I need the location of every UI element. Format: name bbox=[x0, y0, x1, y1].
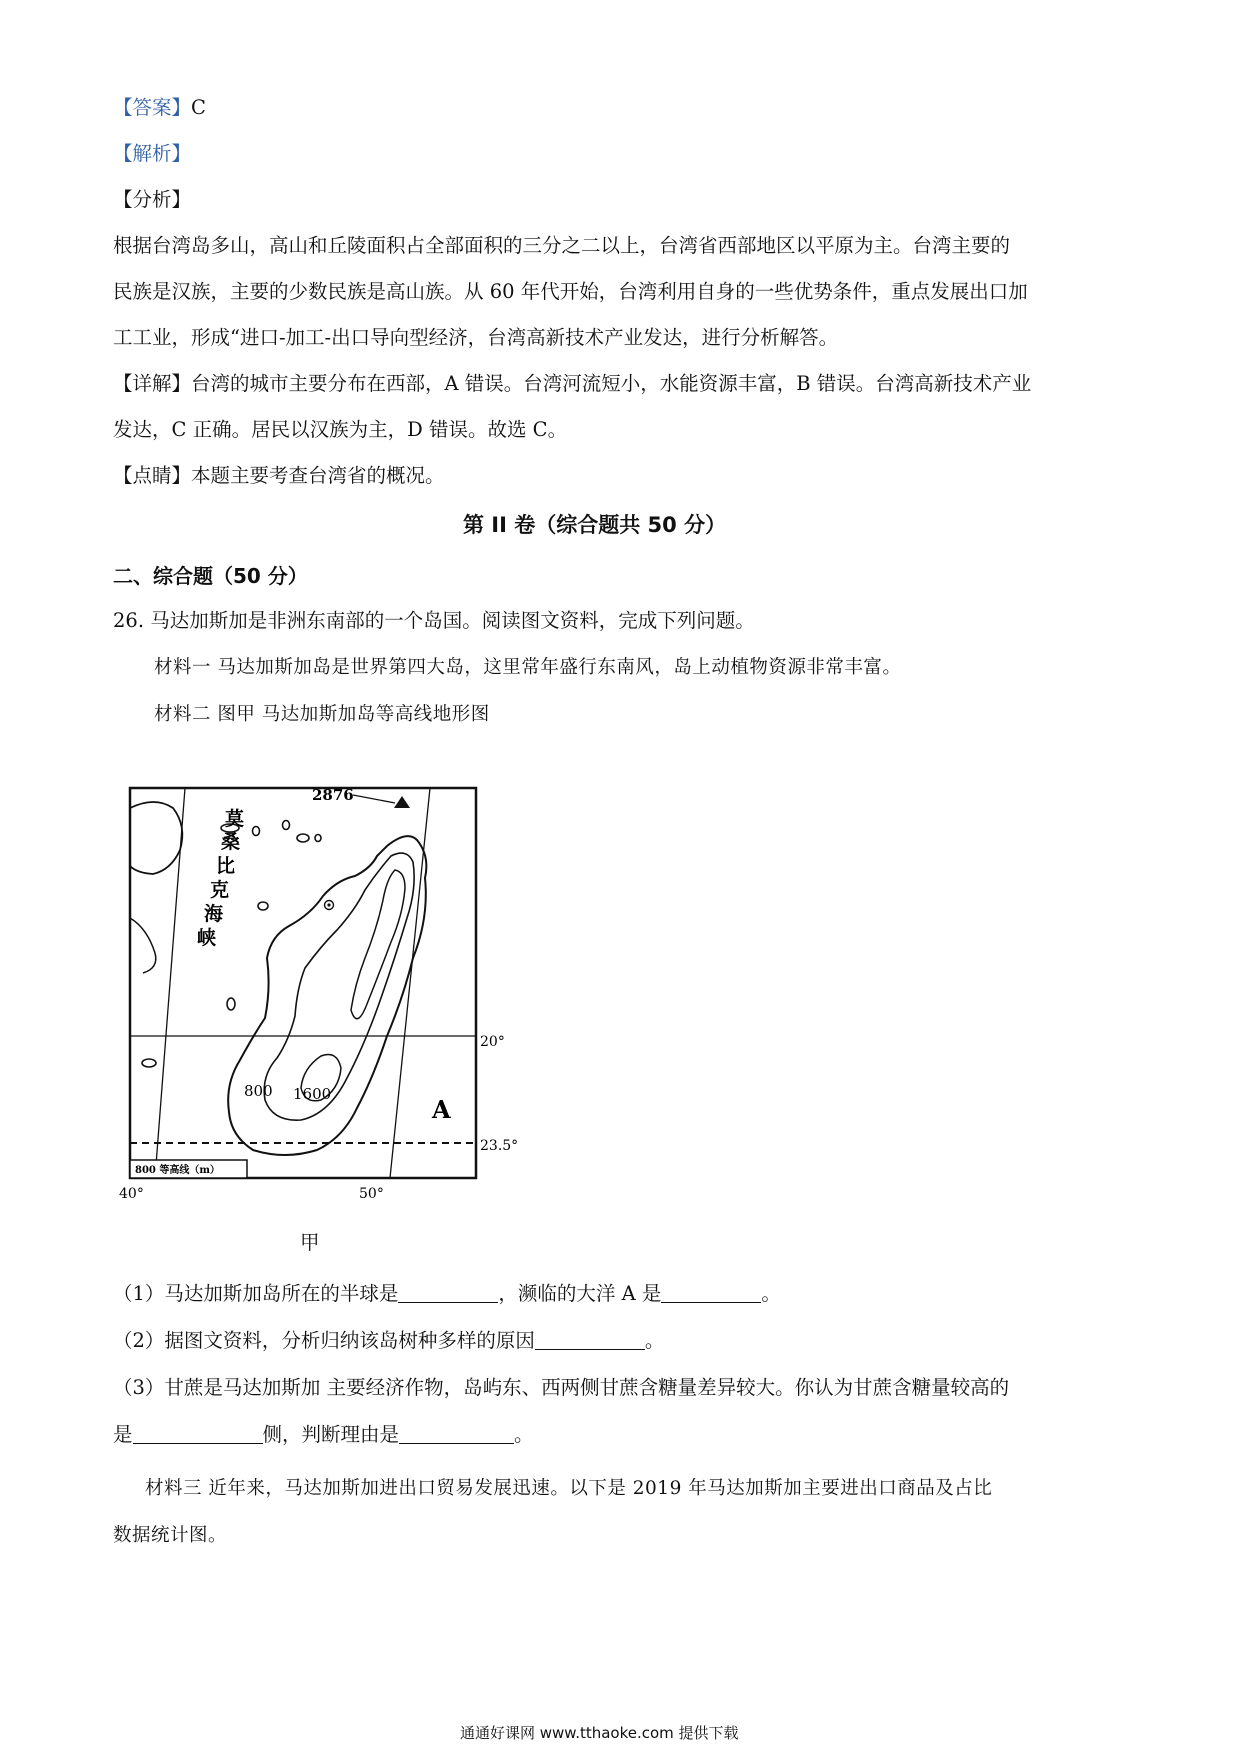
xiangjie-2: 发达，C 正确。居民以汉族为主，D 错误。故选 C。 bbox=[113, 418, 568, 441]
answer-value: C bbox=[191, 96, 206, 119]
lat-23-5-label: 23.5° bbox=[480, 1138, 519, 1154]
section-title: 二、综合题（50 分） bbox=[113, 564, 308, 588]
fenxi-text-2: 民族是汉族，主要的少数民族是高山族。从 60 年代开始，台湾利用自身的一些优势条件，重点发展出口加 bbox=[113, 280, 1028, 303]
legend-text: 800 等高线（m） bbox=[135, 1165, 220, 1176]
q1-part-b: ，濒临的大洋 A 是 bbox=[498, 1282, 662, 1305]
q3-part-a: 是 bbox=[113, 1423, 133, 1446]
q3-blank-1[interactable] bbox=[133, 1423, 263, 1444]
page-footer: 通通好课网 www.tthaoke.com 提供下载 bbox=[460, 1724, 739, 1742]
q2-blank[interactable] bbox=[535, 1329, 645, 1350]
channel-char-6: 峡 bbox=[197, 927, 217, 949]
part-title: 第 II 卷（综合题共 50 分） bbox=[463, 513, 727, 537]
channel-char-3: 比 bbox=[216, 855, 236, 877]
analysis-label: 【解析】 bbox=[113, 142, 192, 165]
madagascar-contour-map bbox=[119, 778, 525, 1218]
island-3 bbox=[283, 821, 290, 830]
lon-50-label: 50° bbox=[359, 1186, 384, 1202]
fenxi-label: 【分析】 bbox=[113, 188, 192, 211]
material-1: 材料一 马达加斯加岛是世界第四大岛，这里常年盛行东南风，岛上动植物资源非常丰富。 bbox=[154, 657, 902, 678]
material-3-line-2: 数据统计图。 bbox=[113, 1525, 228, 1546]
answer-line bbox=[113, 95, 206, 121]
q26-stem: 26. 马达加斯加是非洲东南部的一个岛国。阅读图文资料，完成下列问题。 bbox=[113, 609, 755, 632]
channel-char-4: 克 bbox=[210, 879, 230, 901]
question-3-line-2 bbox=[113, 1422, 534, 1448]
island-7 bbox=[227, 998, 235, 1010]
contour-label-1600: 1600 bbox=[293, 1085, 332, 1103]
material-3-line-1: 材料三 近年来，马达加斯加进出口贸易发展迅速。以下是 2019 年马达加斯加主要进出口商品及占比 bbox=[145, 1478, 993, 1499]
africa-coast-north bbox=[130, 802, 182, 874]
meridian-50 bbox=[390, 788, 430, 1178]
island-6 bbox=[258, 902, 268, 910]
q1-blank-2[interactable] bbox=[661, 1282, 761, 1303]
question-1 bbox=[113, 1281, 781, 1307]
peak-leader bbox=[353, 795, 395, 803]
island-5 bbox=[315, 835, 321, 842]
material-2: 材料二 图甲 马达加斯加岛等高线地形图 bbox=[154, 704, 490, 725]
channel-char-5: 海 bbox=[204, 903, 224, 925]
q1-blank-1[interactable] bbox=[398, 1282, 498, 1303]
q1-part-c: 。 bbox=[761, 1282, 781, 1305]
lon-40-label: 40° bbox=[119, 1186, 144, 1202]
contour-1600-north bbox=[351, 870, 405, 1019]
q2-part-a: （2）据图文资料，分析归纳该岛树种多样的原因 bbox=[113, 1329, 535, 1352]
island-4 bbox=[297, 834, 309, 842]
q3-part-c: 。 bbox=[514, 1423, 534, 1446]
channel-char-2: 桑 bbox=[221, 831, 241, 853]
africa-coast-mid bbox=[130, 918, 156, 973]
island-8 bbox=[142, 1059, 156, 1067]
fenxi-text-3: 工工业，形成“进口-加工-出口导向型经济，台湾高新技术产业发达，进行分析解答。 bbox=[113, 326, 839, 349]
question-3-line-1: （3）甘蔗是马达加斯加 主要经济作物，岛屿东、西两侧甘蔗含糖量差异较大。你认为甘蔗含糖量较高的 bbox=[113, 1376, 1010, 1399]
q3-part-b: 侧，判断理由是 bbox=[262, 1423, 400, 1446]
peak-marker bbox=[394, 796, 410, 808]
q1-part-a: （1）马达加斯加岛所在的半球是 bbox=[113, 1282, 399, 1305]
dianjing: 【点睛】本题主要考查台湾省的概况。 bbox=[113, 464, 445, 487]
contour-800 bbox=[264, 853, 414, 1120]
fenxi-text-1: 根据台湾岛多山，高山和丘陵面积占全部面积的三分之二以上，台湾省西部地区以平原为主。台湾主要的 bbox=[113, 234, 1011, 257]
xiangjie-1: 【详解】台湾的城市主要分布在西部，A 错误。台湾河流短小，水能资源丰富，B 错误。台湾高新技术产业 bbox=[113, 372, 1032, 395]
q3-blank-2[interactable] bbox=[399, 1423, 514, 1444]
meridian-40 bbox=[155, 788, 185, 1178]
answer-label: 【答案】 bbox=[113, 96, 192, 119]
peak-elevation: 2876 bbox=[312, 786, 354, 804]
lat-20-label: 20° bbox=[480, 1034, 505, 1050]
contour-label-800: 800 bbox=[244, 1082, 273, 1100]
question-2 bbox=[113, 1328, 664, 1354]
map-caption: 甲 bbox=[300, 1231, 320, 1254]
island-2 bbox=[253, 827, 260, 836]
q2-part-b: 。 bbox=[644, 1329, 665, 1352]
ocean-a-label: A bbox=[432, 1095, 451, 1124]
channel-char-1: 莫 bbox=[225, 808, 245, 830]
